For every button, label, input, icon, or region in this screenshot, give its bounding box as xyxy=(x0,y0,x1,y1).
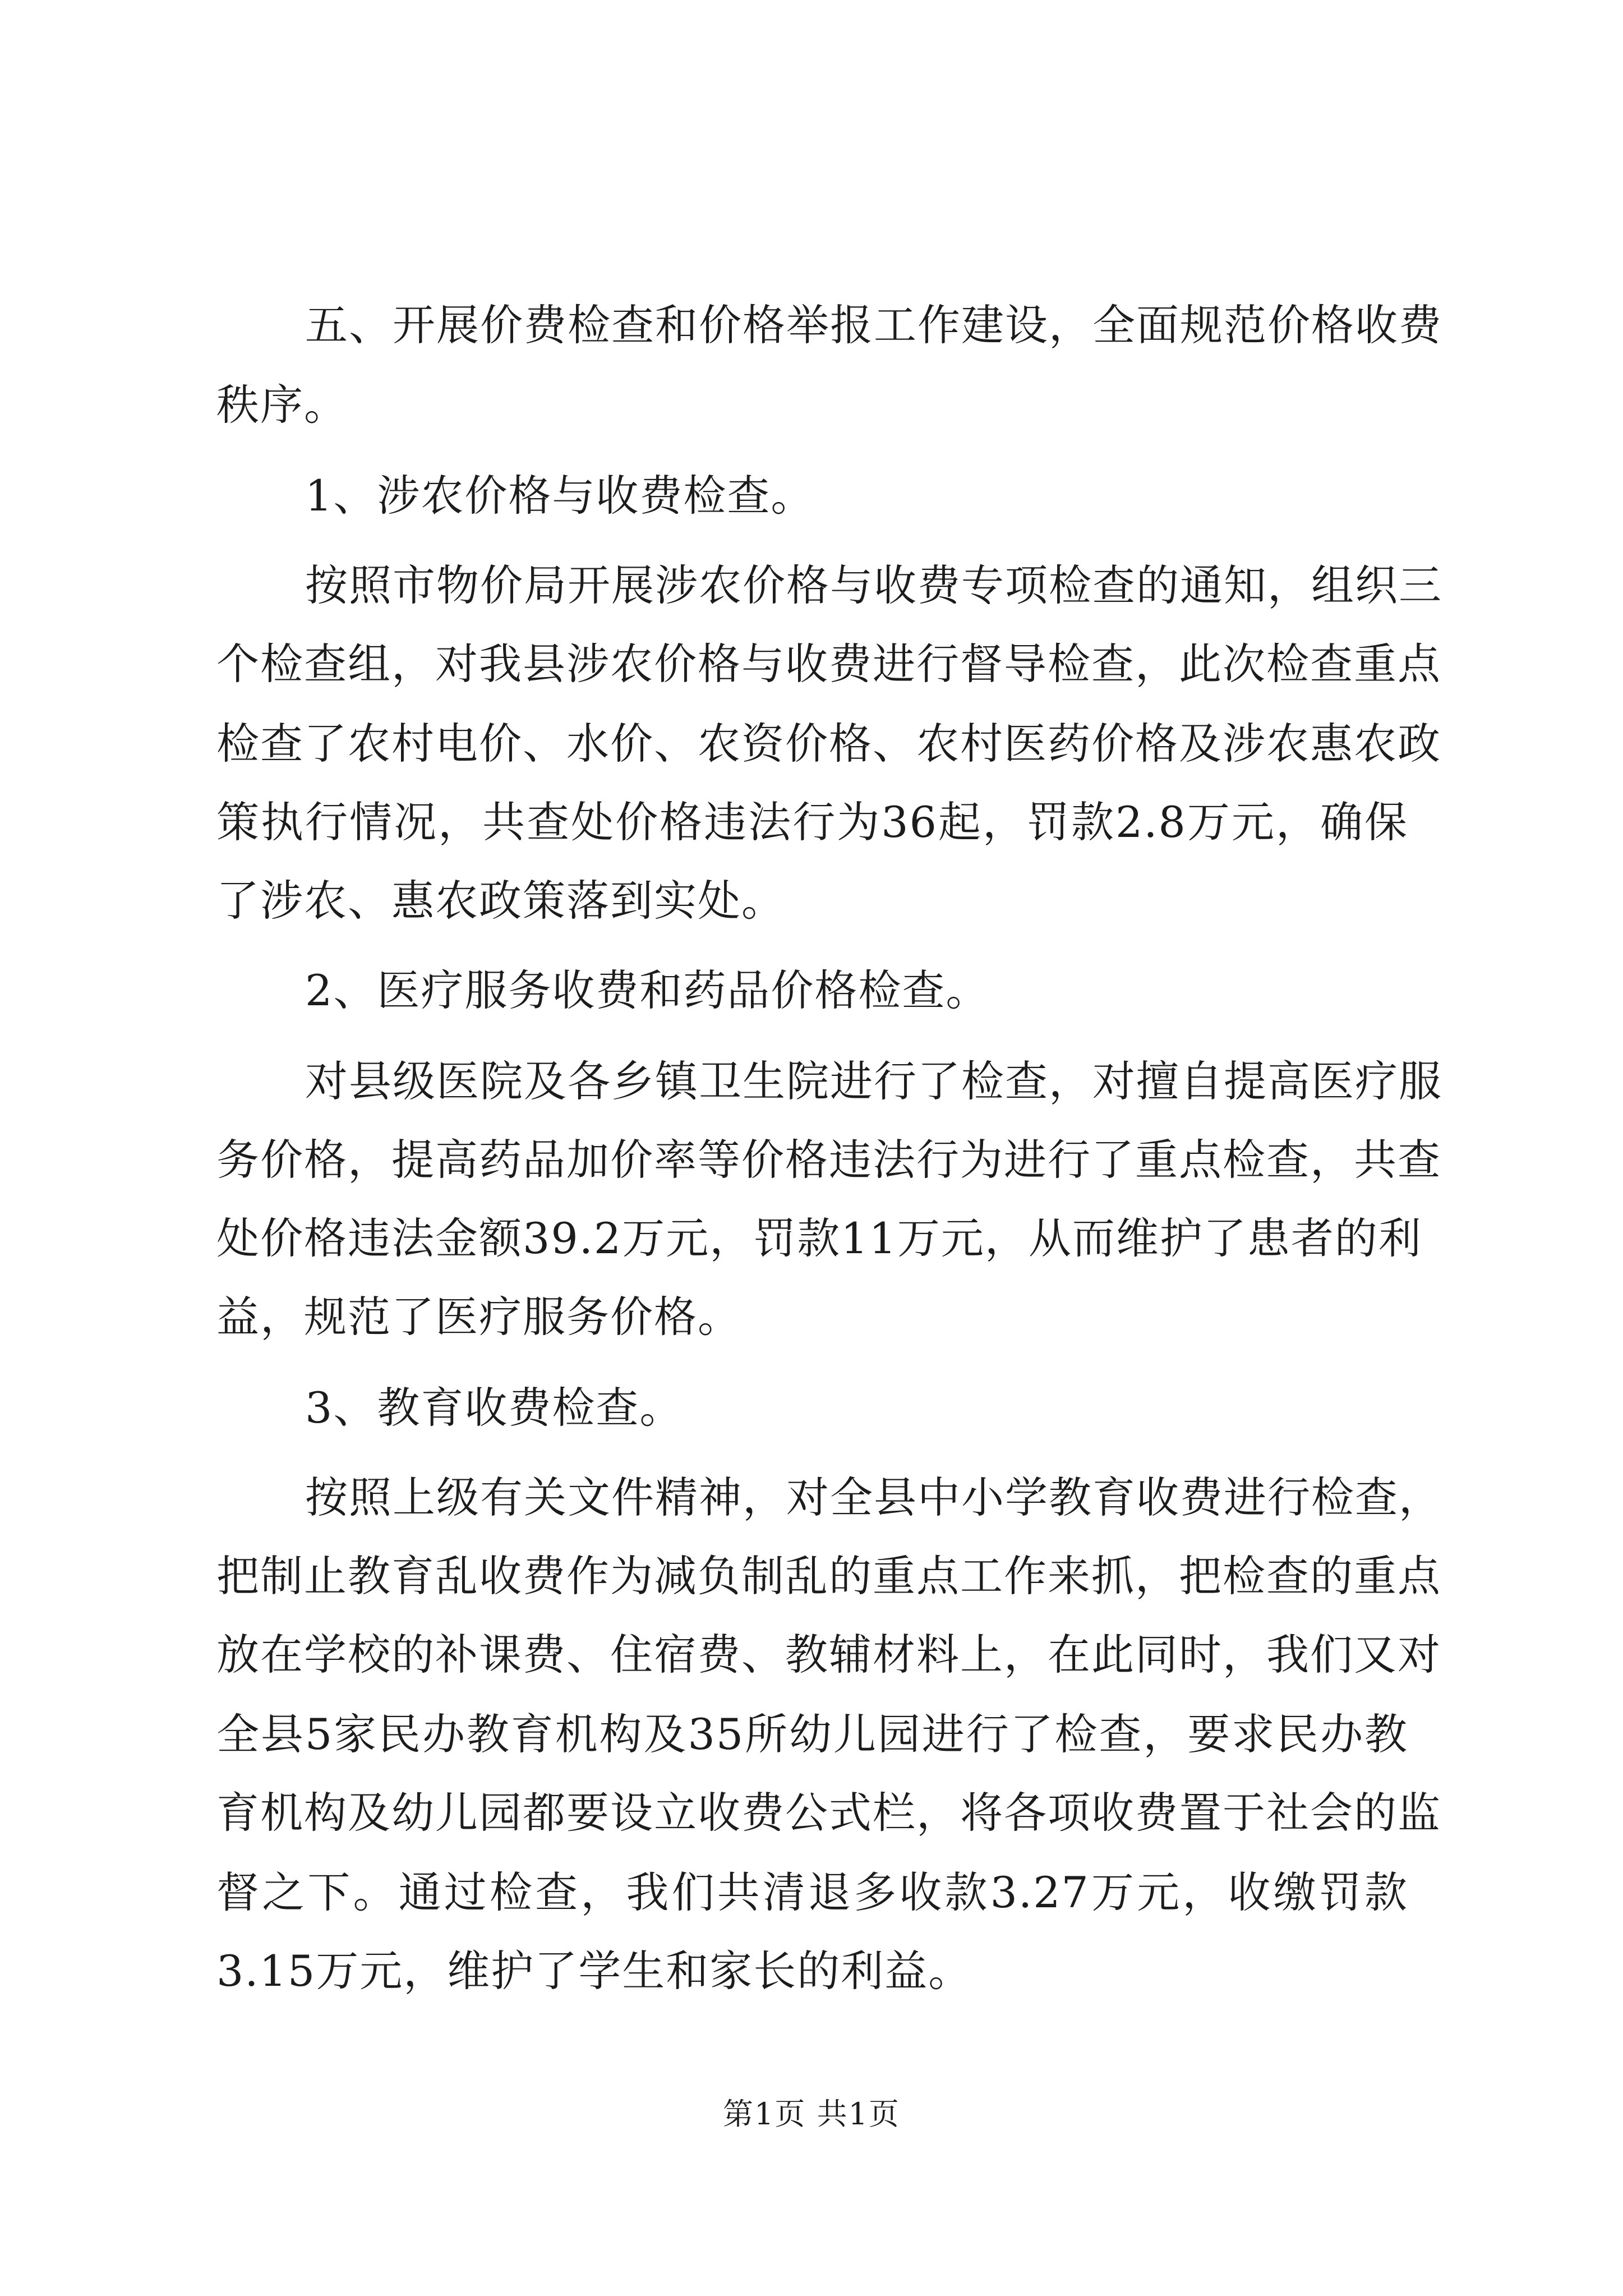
paragraph-line: 个检查组，对我县涉农价格与收费进行督导检查，此次检查重点 xyxy=(216,639,1441,689)
paragraph-line: 放在学校的补课费、住宿费、教辅材料上，在此同时，我们又对 xyxy=(216,1630,1441,1680)
paragraph-line: 益，规范了医疗服务价格。 xyxy=(216,1292,741,1342)
page-number: 第1页 共1页 xyxy=(723,2096,900,2132)
section-heading: 2、医疗服务收费和药品价格检查。 xyxy=(305,965,990,1015)
section-heading: 1、涉农价格与收费检查。 xyxy=(305,471,815,521)
paragraph-line: 育机构及幼儿园都要设立收费公式栏，将各项收费置于社会的监 xyxy=(216,1788,1441,1838)
paragraph-line: 处价格违法金额39.2万元，罚款11万元，从而维护了患者的利 xyxy=(216,1213,1422,1263)
paragraph-line: 全县5家民办教育机构及35所幼儿园进行了检查，要求民办教 xyxy=(216,1709,1408,1759)
paragraph-line: 按照上级有关文件精神，对全县中小学教育收费进行检查， xyxy=(305,1473,1442,1522)
paragraph-line: 3.15万元，维护了学生和家长的利益。 xyxy=(216,1946,972,1996)
paragraph-line: 督之下。通过检查，我们共清退多收款3.27万元，收缴罚款 xyxy=(216,1867,1408,1917)
paragraph-line: 了涉农、惠农政策落到实处。 xyxy=(216,876,785,926)
paragraph-line: 策执行情况，共查处价格违法行为36起，罚款2.8万元，确保 xyxy=(216,797,1408,847)
paragraph-line: 按照市物价局开展涉农价格与收费专项检查的通知，组织三 xyxy=(305,560,1442,610)
paragraph-line: 五、开展价费检查和价格举报工作建设，全面规范价格收费 xyxy=(305,300,1442,350)
paragraph-line: 务价格，提高药品加价率等价格违法行为进行了重点检查，共查 xyxy=(216,1135,1441,1185)
paragraph-line: 秩序。 xyxy=(216,380,348,430)
section-heading: 3、教育收费检查。 xyxy=(305,1383,684,1433)
paragraph-line: 对县级医院及各乡镇卫生院进行了检查，对擅自提高医疗服 xyxy=(305,1056,1442,1106)
paragraph-line: 把制止教育乱收费作为减负制乱的重点工作来抓，把检查的重点 xyxy=(216,1551,1441,1601)
paragraph-line: 检查了农村电价、水价、农资价格、农村医药价格及涉农惠农政 xyxy=(216,719,1441,769)
